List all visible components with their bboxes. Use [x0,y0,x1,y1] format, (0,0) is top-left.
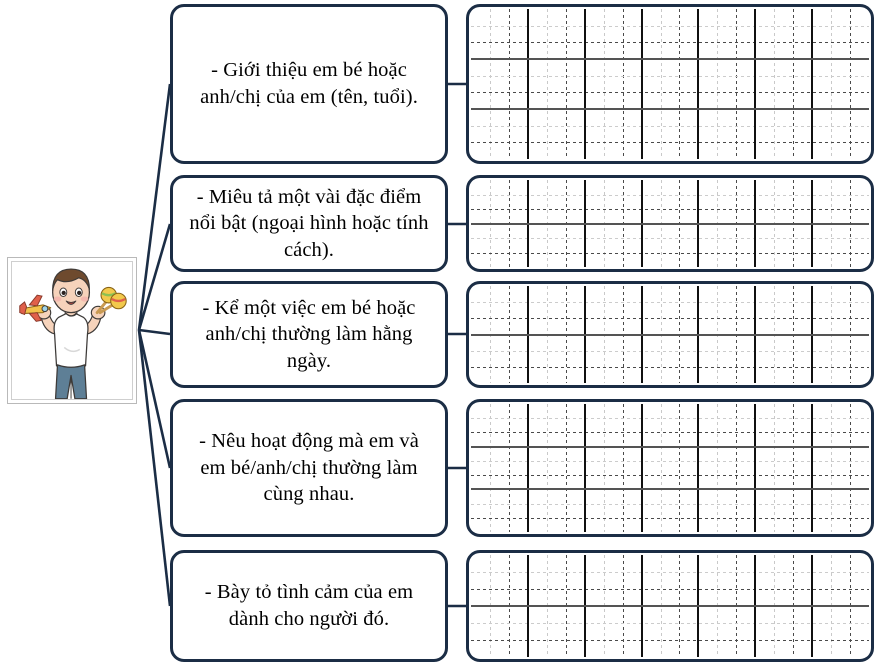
handwriting-grid-surface[interactable] [471,404,869,532]
answer-grid-1[interactable] [466,4,874,164]
grid-minor-vline [736,9,737,159]
grid-minor-vline [774,404,775,532]
prompt-box-3[interactable] [170,281,448,388]
connector-line-2 [139,224,170,330]
grid-major-hline [471,334,869,336]
answer-grid-2[interactable] [466,175,874,272]
grid-minor-hline [471,253,869,254]
grid-minor-vline [490,404,491,532]
grid-minor-vline [566,9,567,159]
grid-minor-vline [623,9,624,159]
grid-major-vline [811,404,813,532]
grid-major-vline [641,404,643,532]
grid-minor-vline [679,404,680,532]
grid-minor-hline [471,26,869,27]
grid-minor-vline [547,404,548,532]
prompt-text-3: - Kể một việc em bé hoặc anh/chị thường làm hằng ngày. [202,296,416,372]
grid-major-vline [527,9,529,159]
grid-minor-hline [471,640,869,641]
grid-minor-vline [793,404,794,532]
grid-minor-vline [604,404,605,532]
grid-major-hline [471,108,869,110]
grid-minor-vline [717,404,718,532]
boy-with-toys-illustration [12,262,132,399]
grid-minor-hline [471,195,869,196]
prompt-box-5[interactable] [170,550,448,662]
grid-minor-vline [850,9,851,159]
grid-minor-vline [509,404,510,532]
grid-major-hline [471,58,869,60]
grid-minor-vline [736,404,737,532]
grid-major-vline [584,404,586,532]
handwriting-grid-surface[interactable] [471,555,869,657]
grid-minor-hline [471,351,869,352]
grid-minor-vline [566,404,567,532]
grid-major-hline [471,446,869,448]
handwriting-grid-surface[interactable] [471,180,869,267]
grid-minor-hline [471,209,869,210]
grid-minor-vline [547,9,548,159]
connector-line-3 [139,330,170,334]
prompt-box-2[interactable] [170,175,448,272]
grid-minor-hline [471,302,869,303]
grid-minor-vline [717,9,718,159]
grid-minor-vline [490,9,491,159]
grid-minor-vline [774,9,775,159]
grid-minor-hline [471,461,869,462]
illustration-frame [7,257,137,404]
grid-minor-hline [471,42,869,43]
grid-minor-hline [471,238,869,239]
prompt-box-4[interactable] [170,399,448,537]
grid-major-hline [471,223,869,225]
grid-major-vline [697,9,699,159]
handwriting-grid-surface[interactable] [471,9,869,159]
grid-minor-vline [793,9,794,159]
grid-major-vline [697,404,699,532]
grid-major-vline [641,9,643,159]
answer-grid-4[interactable] [466,399,874,537]
grid-minor-hline [471,418,869,419]
grid-minor-vline [831,404,832,532]
grid-minor-hline [471,76,869,77]
grid-minor-vline [679,9,680,159]
connector-line-5 [139,330,170,606]
grid-minor-hline [471,623,869,624]
grid-minor-vline [831,9,832,159]
grid-minor-vline [509,9,510,159]
grid-minor-hline [471,589,869,590]
grid-major-vline [754,404,756,532]
grid-minor-hline [471,126,869,127]
grid-major-hline [471,605,869,607]
connector-line-4 [139,330,170,468]
prompt-text-5: - Bày tỏ tình cảm của em dành cho người đó. [204,581,414,630]
prompt-text-4: - Nêu hoạt động mà em và em bé/anh/chị thường làm cùng nhau. [199,430,419,506]
grid-minor-hline [471,504,869,505]
connector-line-1 [139,84,170,330]
answer-grid-3[interactable] [466,281,874,388]
grid-minor-vline [850,404,851,532]
grid-major-hline [471,488,869,490]
grid-minor-vline [623,404,624,532]
illustration-inner [11,261,133,400]
grid-major-vline [811,9,813,159]
grid-minor-hline [471,318,869,319]
grid-minor-hline [471,572,869,573]
prompt-text-1: - Giới thiệu em bé hoặc anh/chị của em (tên, tuổi). [200,59,418,108]
grid-minor-hline [471,142,869,143]
grid-minor-hline [471,475,869,476]
grid-major-vline [584,9,586,159]
grid-minor-hline [471,367,869,368]
grid-major-vline [754,9,756,159]
grid-minor-vline [661,404,662,532]
grid-minor-hline [471,518,869,519]
answer-grid-5[interactable] [466,550,874,662]
prompt-box-1[interactable] [170,4,448,164]
grid-minor-hline [471,92,869,93]
grid-minor-vline [661,9,662,159]
grid-minor-vline [604,9,605,159]
grid-minor-hline [471,432,869,433]
handwriting-grid-surface[interactable] [471,286,869,383]
prompt-text-2: - Miêu tả một vài đặc điểm nổi bật (ngoại hình hoặc tính cách). [189,185,429,261]
grid-major-vline [527,404,529,532]
